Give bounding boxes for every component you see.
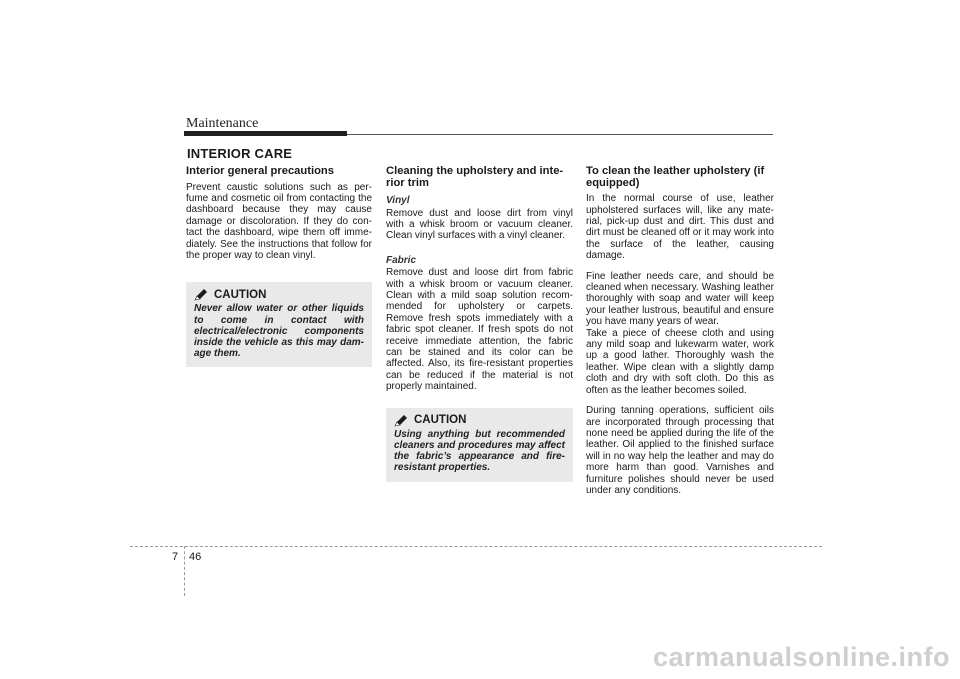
body-vinyl: Remove dust and loose dirt from vinyl with a whisk broom or vacuum cleaner. Clean vinyl surfaces with a vinyl cleaner.	[386, 207, 573, 242]
caution-label: CAUTION	[414, 413, 467, 426]
section-title: INTERIOR CARE	[187, 146, 293, 161]
body-general-precautions: Prevent caustic solutions such as per-fume and cosmetic oil from contacting the dashboard because they may cause damage or discoloration. If they do con-tact the dashboard, wipe them off imme-diately. See the instructions that follow for the proper way to clean vinyl.	[186, 181, 372, 262]
header-rule-thick	[184, 131, 347, 136]
pen-icon	[194, 289, 208, 301]
footer-rule	[130, 546, 822, 547]
watermark-text: carmanualsonline.info	[652, 642, 950, 672]
column-leather-upholstery	[586, 166, 774, 496]
column-general-precautions	[186, 166, 372, 367]
page-header-title: Maintenance	[186, 116, 259, 131]
caution-box-cleaners	[386, 408, 573, 482]
subheading-vinyl: Vinyl	[386, 195, 410, 207]
caution-box-liquids	[186, 282, 372, 367]
subheading-fabric: Fabric	[386, 254, 417, 266]
caution-title	[194, 289, 364, 301]
caution-title	[394, 415, 565, 427]
footer-page-number: 46	[189, 551, 202, 563]
column-upholstery-trim	[386, 166, 573, 482]
heading-upholstery-trim: Cleaning the upholstery and inte-rior trim	[386, 165, 564, 189]
body-fabric: Remove dust and loose dirt from fabric with a whisk broom or vacuum cleaner. Clean with a mild soap solution recom-mended for upholstery or carpets. Remove fresh spots immediately with a fabric spot cleaner. If fresh spots do not receive immediate attention, the fabric can be stained and its color can be affected. Also, its fire-resistant properties can be reduced if the material is not properly maintained.	[386, 267, 573, 393]
body-leather-p3: Take a piece of cheese cloth and using any mild soap and lukewarm water, work up a good lather. Thoroughly wash the leather. Wipe clean with a slightly damp cloth and dry with soft cloth. Do this as often as the leather becomes soiled.	[586, 327, 774, 396]
body-leather-p1: In the normal course of use, leather upholstered surfaces will, like any mate-rial, pick-up dust and dirt. This dust and dirt must be cleaned off or it may work into the surface of the leather, causing damage.	[586, 193, 774, 262]
footer-chapter-number: 7	[172, 551, 179, 563]
body-leather-p2: Fine leather needs care, and should be cleaned when necessary. Washing leather thoroughly with soap and water will keep your leather lustrous, beautiful and ensure you have many years of wear.	[586, 270, 774, 328]
footer-vertical-rule	[184, 546, 185, 596]
heading-leather-upholstery: To clean the leather upholstery (if equipped)	[586, 165, 765, 189]
caution-label: CAUTION	[214, 288, 267, 301]
heading-general-precautions: Interior general precautions	[186, 165, 334, 177]
caution-text-cleaners: Using anything but recommended cleaners and procedures may affect the fabric’s appearance and fire-resistant properties.	[394, 428, 565, 474]
body-leather-p4: During tanning operations, sufficient oils are incorporated through processing that none need be applied during the life of the leather. Oil applied to the finished surface will in no way help the leather and may do more harm than good. Varnishes and furniture polishes should never be used under any conditions.	[586, 405, 774, 496]
header-rule-thin	[347, 134, 773, 135]
pen-icon	[394, 415, 408, 427]
caution-text-liquids: Never allow water or other liquids to come in contact with electrical/electronic components inside the vehicle as this may dam-age them.	[194, 303, 364, 360]
